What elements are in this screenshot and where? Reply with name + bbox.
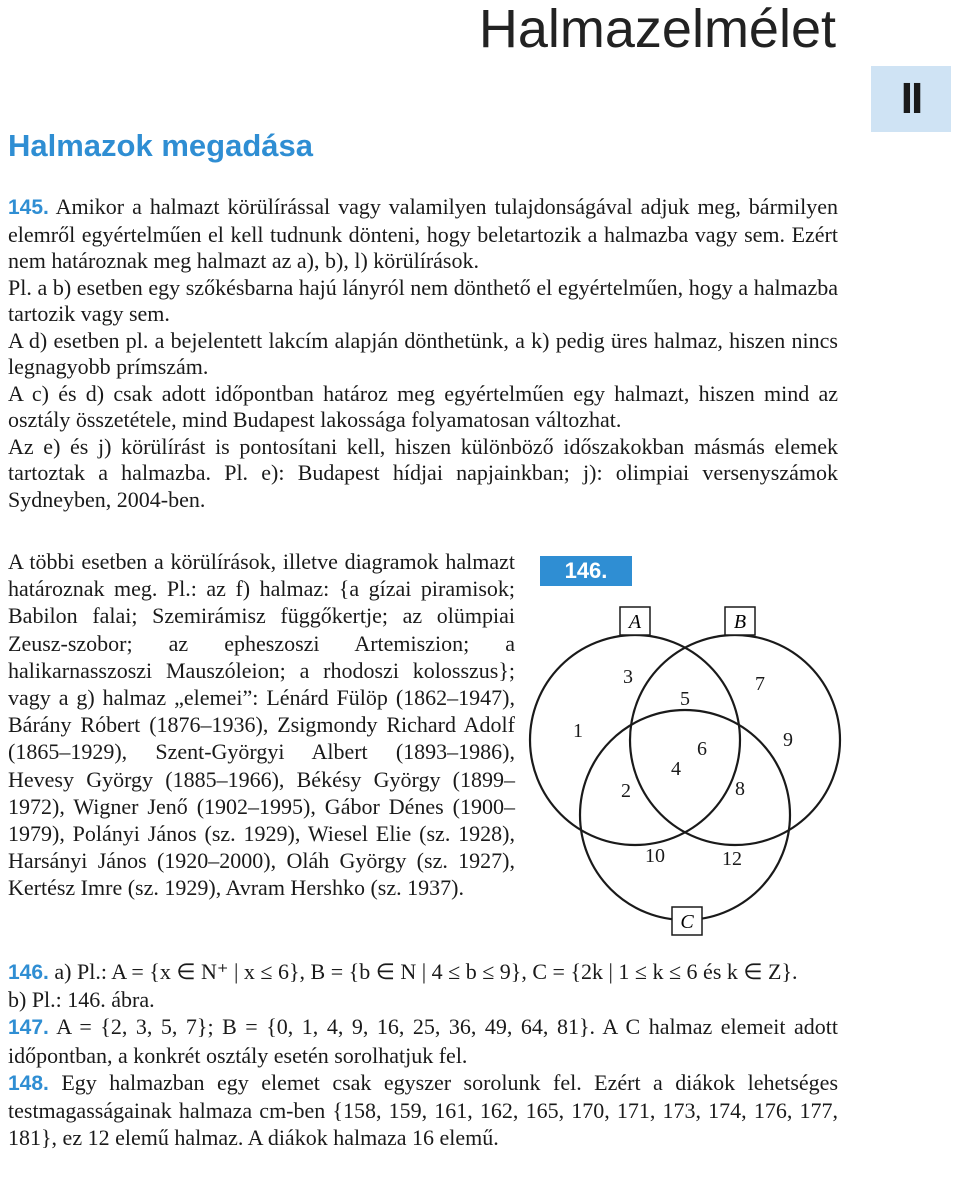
p145-line-4: Az e) és j) körülírást is pontosítani kell, hiszen különböző időszakokban másmás elemek tartoztak a halmazba. Pl. e): Budapest hídjai napjainkban; j): olimpiai versenyszámok Sydneyben, 2004-ben. (8, 433, 838, 512)
venn-diagram (520, 595, 850, 940)
element-3: 3 (623, 666, 633, 688)
element-1: 1 (573, 720, 583, 742)
chapter-tab: II (871, 66, 951, 132)
p148 (8, 1069, 838, 1152)
p145-line-0 (8, 194, 838, 275)
set-c-circle (580, 710, 790, 920)
page-title: Halmazelmélet (478, 0, 836, 59)
element-6: 6 (697, 738, 707, 760)
p145-left-column: A többi esetben a körülírások, illetve diagramok halmazt határoznak meg. Pl.: az f) halmaz: {a gízai piramisok; Babilon falai; Szemirámisz függőkertje; az olümpiai Zeusz-szobor; az epheszoszi Artemiszion; a halikarnasszoszi Mauszóleion; a rhodoszi kolosszus}; vagy a g) halmaz „elemei”: Lénárd Fülöp (1862–1947), Bárány Róbert (1876–1936), Zsigmondy Richard Adolf (1865–1929), Szent-Györgyi Albert (1893–1986), Hevesy György (1885–1966), Békésy György (1899–1972), Wigner Jenő (1902–1995), Gábor Dénes (1900–1979), Polányi János (sz. 1929), Wiesel Elie (sz. 1928), Harsányi János (1920–2000), Oláh György (sz. 1927), Kertész Imre (sz. 1929), Avram Hershko (sz. 1937). (8, 549, 515, 901)
set-label-c: C (680, 911, 694, 933)
element-4: 4 (671, 758, 681, 780)
set-label-b: B (733, 611, 747, 633)
element-10: 10 (645, 845, 665, 867)
section-heading: Halmazok megadása (8, 128, 313, 163)
element-8: 8 (735, 778, 745, 800)
p147 (8, 1013, 838, 1068)
set-label-b-box (725, 607, 755, 635)
problem-number: 148. (8, 1071, 49, 1095)
set-label-c-box (672, 907, 702, 935)
element-5: 5 (680, 688, 690, 710)
element-7: 7 (755, 673, 765, 695)
p146-a-text: a) Pl.: A = {x ∈ N⁺ | x ≤ 6}, B = {b ∈ N | 4 ≤ b ≤ 9}, C = {2k | 1 ≤ k ≤ 6 és k ∈ Z}. (54, 959, 798, 984)
element-9: 9 (783, 729, 793, 751)
element-12: 12 (722, 848, 742, 870)
p147-text: A = {2, 3, 5, 7}; B = {0, 1, 4, 9, 16, 25, 36, 49, 64, 81}. A C halmaz elemeit adott időpontban, a konkrét osztály esetén sorolhatjuk fel. (8, 1014, 838, 1068)
set-label-a-box (620, 607, 650, 635)
problem-number: 147. (8, 1016, 49, 1040)
p146-line-b: b) Pl.: 146. ábra. (8, 987, 155, 1013)
set-b-circle (630, 635, 840, 845)
set-a-circle (530, 635, 740, 845)
p145-line-3: A c) és d) csak adott időpontban határoz meg egyértelműen egy halmazt, hiszen mind az osztály összetétele, mind Budapest lakossága folyamatosan változhat. (8, 380, 838, 432)
p145-line-1: Pl. a b) esetben egy szőkésbarna hajú lányról nem dönthető el egyértelműen, hogy a halmazba tartozik vagy sem. (8, 274, 838, 326)
problem-number: 145. (8, 196, 49, 219)
p148-text: Egy halmazban egy elemet csak egyszer sorolunk fel. Ezért a diákok lehetséges testmagasságainak halmaza cm-ben {158, 159, 161, 162, 165, 170, 171, 173, 174, 176, 177, 181}, ez 12 elemű halmaz. A diákok halmaza 16 elemű. (8, 1069, 839, 1151)
p145-text: Amikor a halmazt körülírással vagy valamilyen tulajdonságával adjuk meg, bármilyen elemről egyértelműen el kell tudnunk dönteni, hogy beletartozik a halmazba vagy sem. Ezért nem határoznak meg halmazt az a), b), l) körülírások. (8, 194, 839, 273)
figure-badge: 146. (540, 556, 632, 586)
set-label-a: A (628, 611, 642, 633)
solutions-block (8, 958, 838, 1151)
element-2: 2 (621, 780, 631, 802)
problem-number: 146. (8, 961, 49, 984)
problem-145 (8, 194, 838, 513)
p145-line-2: A d) esetben pl. a bejelentett lakcím alapján dönthetünk, a k) pedig üres halmaz, hiszen nincs legnagyobb prímszám. (8, 327, 838, 379)
p146-line-a (8, 958, 838, 986)
